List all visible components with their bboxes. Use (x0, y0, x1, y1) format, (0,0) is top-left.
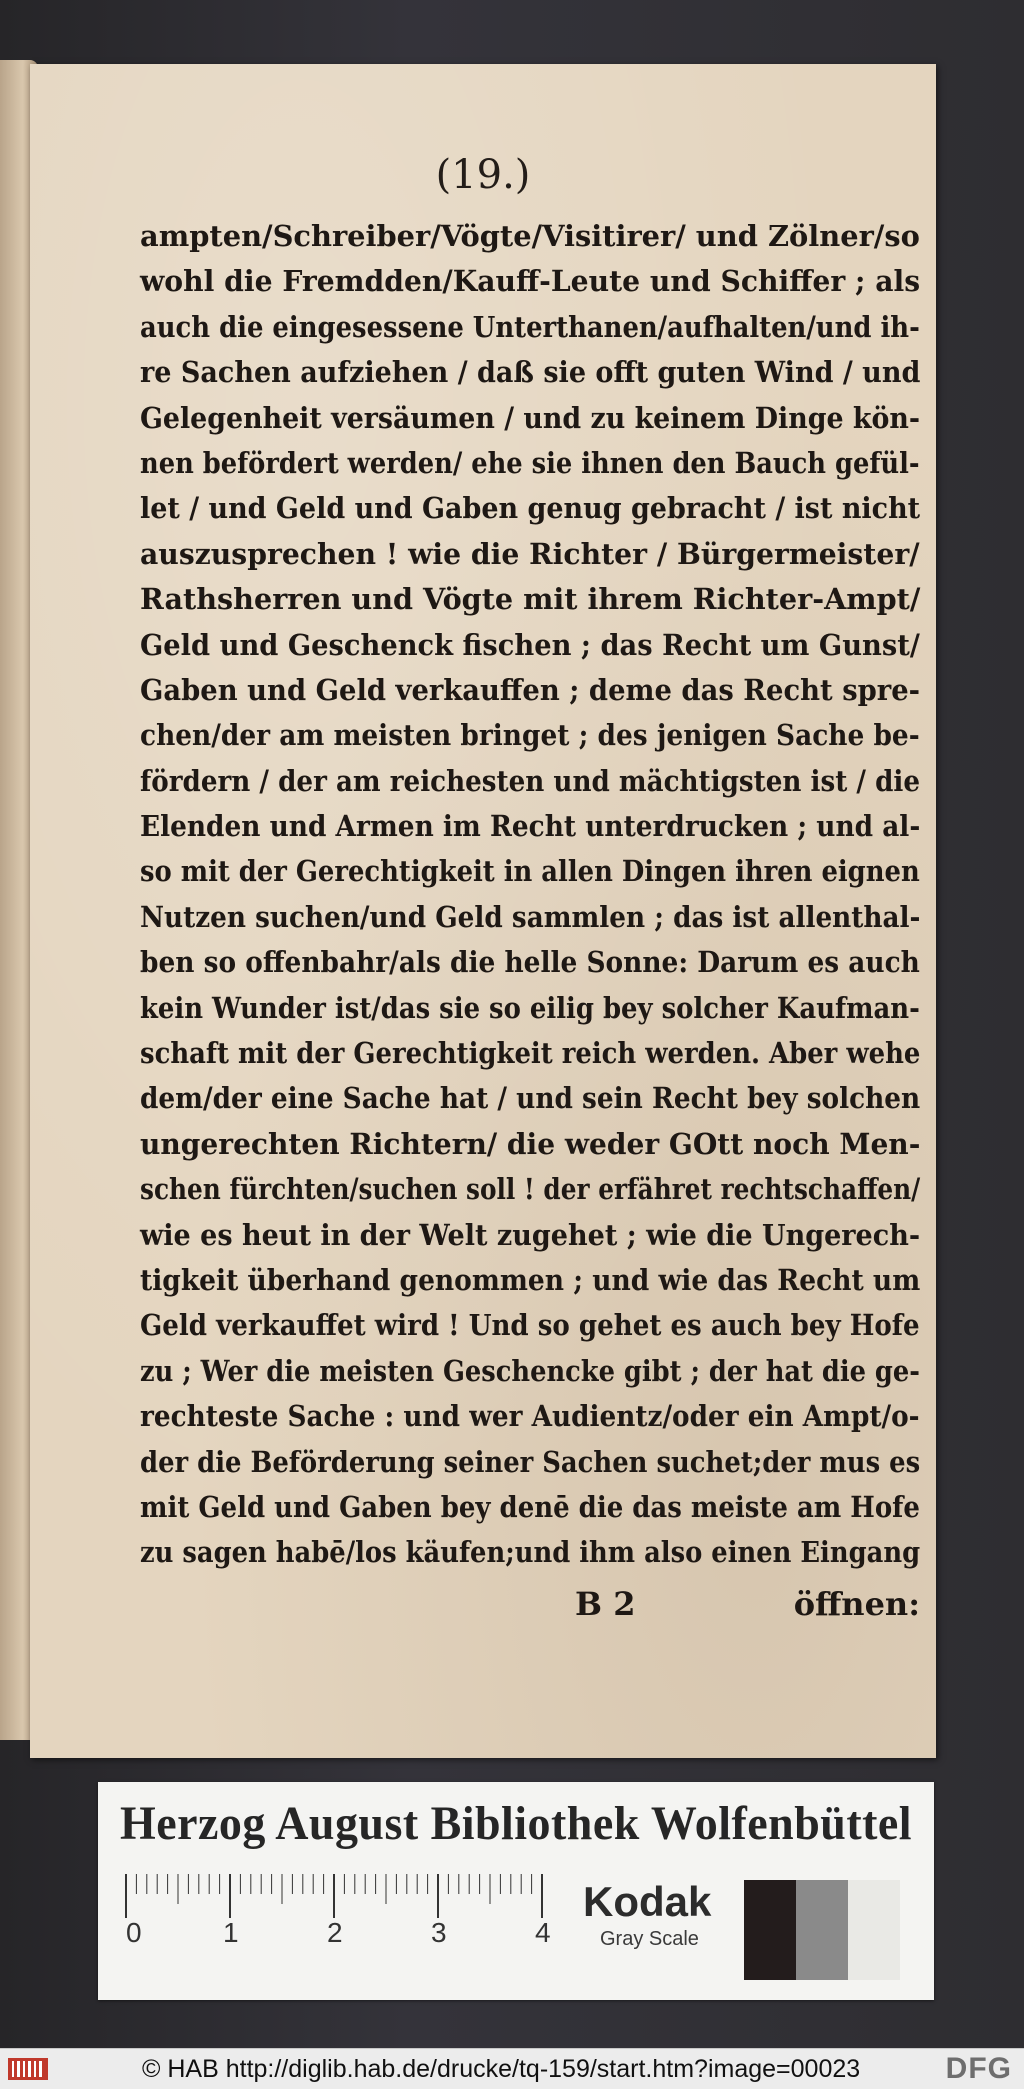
text-line: rechteste Sache : und wer Audientz/oder ein Ampt/o- (140, 1399, 920, 1434)
library-name: Herzog August Bibliothek Wolfenbüttel (120, 1797, 913, 1850)
signature-mark: B 2 (575, 1585, 636, 1623)
calibration-card (98, 1782, 934, 2000)
text-line: der die Beförderung seiner Sachen suchet;der mus es (140, 1444, 921, 1479)
text-line: ungerechten Richtern/ die weder GOtt noch Men- (140, 1126, 921, 1161)
text-line: nen befördert werden/ ehe sie ihnen den Bauch gefül- (140, 445, 920, 480)
text-line: fördern / der am reichesten und mächtigsten ist / die (140, 763, 921, 798)
text-line: Nutzen suchen/und Geld sammlen ; das ist allenthal- (140, 899, 921, 934)
text-line: re Sachen aufziehen / daß sie offt guten Wind / und (140, 355, 921, 390)
text-line: Geld verkauffet wird ! Und so gehet es auch bey Hofe (140, 1308, 920, 1343)
ruler-number: 2 (327, 1917, 343, 1944)
ruler (124, 1874, 554, 1944)
text-line: schen fürchten/suchen soll ! der erfähret rechtschaffen/ (140, 1172, 921, 1207)
text-line: schaft mit der Gerechtigkeit reich werden. Aber wehe (140, 1036, 921, 1071)
footer-bar (0, 2048, 1024, 2089)
catchword: öffnen: (793, 1585, 920, 1623)
text-line: let / und Geld und Gaben genug gebracht / ist nicht (140, 491, 921, 526)
text-line: zu sagen habē/los käufen;und ihm also einen Eingang (140, 1535, 921, 1570)
text-line: ampten/Schreiber/Vögte/Visitirer/ und Zölner/so (140, 219, 920, 253)
gray-patch (848, 1880, 900, 1980)
text-line: Gelegenheit versäumen / und zu keinem Dinge kön- (140, 400, 921, 435)
text-line: wohl die Fremdden/Kauff-Leute und Schiffer ; als (140, 264, 921, 299)
dfg-logo: DFG (945, 2052, 1012, 2085)
gray-patch (744, 1880, 796, 1980)
text-line: ben so offenbahr/als die helle Sonne: Darum es auch (140, 945, 920, 980)
text-line: Elenden und Armen im Recht unterdrucken ; und al- (140, 809, 921, 844)
text-line: so mit der Gerechtigkeit in allen Dingen ihren eignen (140, 854, 920, 889)
text-line: mit Geld und Gaben bey denē die das meiste am Hofe (140, 1489, 920, 1524)
ruler-number: 3 (431, 1917, 447, 1944)
signature-line (140, 1582, 920, 1626)
ruler-number: 0 (126, 1917, 142, 1944)
kodak-brand: Kodak (583, 1878, 712, 1925)
text-line: wie es heut in der Welt zugehet ; wie die Ungerech- (140, 1217, 921, 1252)
footer-credit-link[interactable]: © HAB http://diglib.hab.de/drucke/tq-159/start.htm?image=00023 (142, 2055, 861, 2083)
text-line: chen/der am meisten bringet ; des jenigen Sache be- (140, 718, 920, 753)
text-line: kein Wunder ist/das sie so eilig bey solcher Kaufman- (140, 990, 920, 1025)
gray-scale-patches (744, 1880, 900, 1980)
ruler-number: 1 (223, 1917, 239, 1944)
text-line: auszusprechen ! wie die Richter / Bürgermeister/ (140, 536, 920, 571)
text-line: tigkeit überhand genommen ; und wie das Recht um (140, 1262, 921, 1297)
ruler-number: 4 (535, 1917, 551, 1944)
text-line: Gaben und Geld verkauffen ; deme das Recht spre- (140, 672, 921, 707)
text-line: Geld und Geschenck fischen ; das Recht um Gunst/ (140, 627, 920, 662)
kodak-gray-scale-label: Gray Scale (600, 1928, 699, 1950)
text-line: zu ; Wer die meisten Geschencke gibt ; der hat die ge- (140, 1353, 920, 1388)
gray-patch (796, 1880, 848, 1980)
page-text-block (140, 214, 920, 1576)
text-line: dem/der eine Sache hat / und sein Recht bey solchen (140, 1081, 921, 1116)
page-number: (19.) (435, 152, 531, 198)
text-line: Rathsherren und Vögte mit ihrem Richter-Ampt/ (140, 582, 921, 617)
text-line: auch die eingesessene Unterthanen/aufhalten/und ih- (140, 309, 920, 344)
barcode-icon (8, 2058, 48, 2080)
